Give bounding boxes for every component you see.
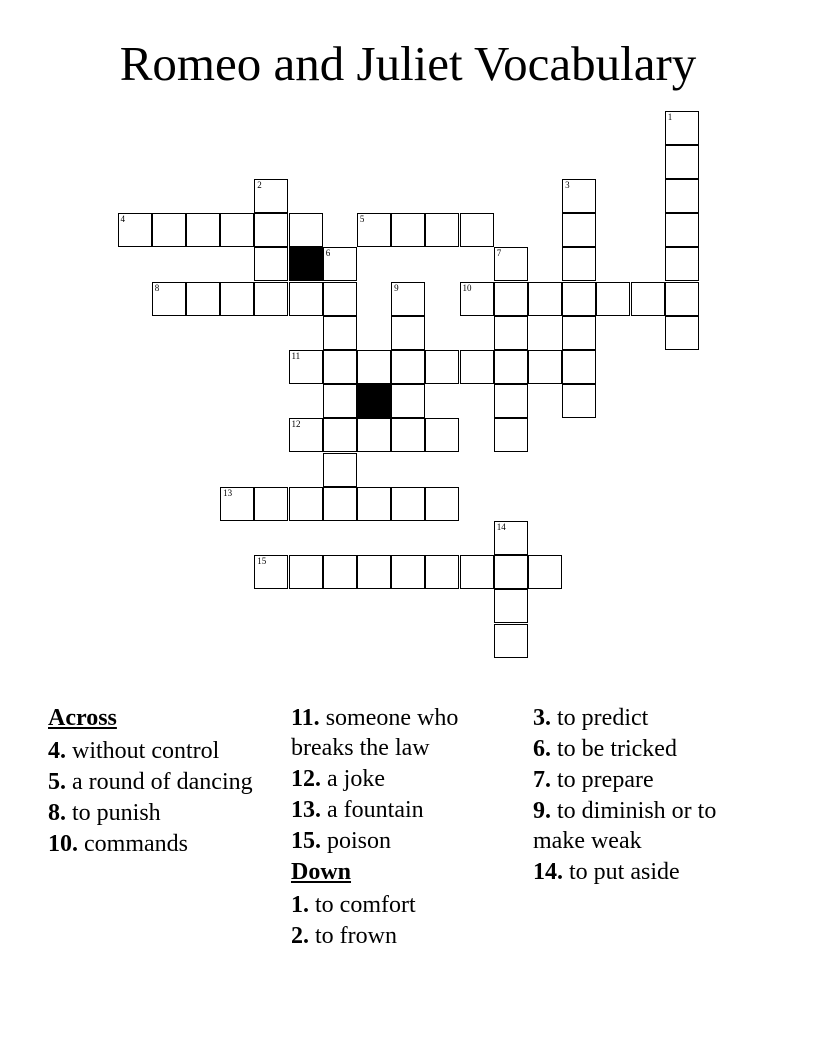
clue-item-number: 1. — [291, 892, 309, 918]
clue-item-number: 2. — [291, 923, 309, 949]
grid-cell[interactable] — [391, 350, 425, 384]
grid-cell[interactable] — [494, 555, 528, 589]
grid-cell[interactable] — [357, 213, 391, 247]
down-heading: Down — [291, 859, 352, 885]
grid-cell[interactable] — [323, 316, 357, 350]
clue-item-number: 15. — [291, 828, 321, 854]
clue-item-number: 11. — [291, 705, 320, 731]
grid-cell[interactable] — [289, 350, 323, 384]
grid-cell[interactable] — [357, 555, 391, 589]
grid-cell[interactable] — [425, 350, 459, 384]
clue-number: 14 — [496, 521, 506, 532]
grid-cell[interactable] — [220, 487, 254, 521]
grid-cell[interactable] — [494, 384, 528, 418]
grid-cell[interactable] — [665, 179, 699, 213]
grid-cell[interactable] — [289, 213, 323, 247]
clue-item-text: to comfort — [309, 892, 416, 918]
clue-number: 11 — [291, 350, 301, 361]
clue-item-number: 7. — [533, 767, 551, 793]
grid-cell[interactable] — [494, 418, 528, 452]
grid-cell[interactable] — [323, 282, 357, 316]
grid-cell[interactable] — [323, 487, 357, 521]
clue-item-number: 13. — [291, 797, 321, 823]
clue-item-number: 10. — [48, 831, 78, 857]
grid-cell[interactable] — [289, 555, 323, 589]
grid-cell[interactable] — [665, 145, 699, 179]
clue-number: 2 — [257, 179, 262, 190]
clue-item-text: a fountain — [321, 797, 424, 823]
grid-cell[interactable] — [562, 213, 596, 247]
grid-cell[interactable] — [494, 282, 528, 316]
clue-item — [291, 795, 506, 825]
grid-cell[interactable] — [391, 316, 425, 350]
grid-cell[interactable] — [254, 555, 288, 589]
black-square — [289, 247, 323, 281]
grid-cell[interactable] — [254, 247, 288, 281]
grid-cell[interactable] — [357, 350, 391, 384]
grid-cell[interactable] — [391, 418, 425, 452]
clue-number: 5 — [359, 214, 365, 225]
grid-cell[interactable] — [118, 213, 152, 247]
clue-number: 12 — [291, 419, 301, 430]
grid-cell[interactable] — [494, 316, 528, 350]
clue-item — [291, 703, 506, 763]
clue-item-number: 5. — [48, 769, 66, 795]
grid-cell[interactable] — [665, 247, 699, 281]
clue-item — [291, 826, 506, 856]
clue-item-number: 8. — [48, 800, 66, 826]
clue-item — [533, 734, 748, 764]
grid-cell[interactable] — [323, 247, 357, 281]
grid-cell[interactable] — [494, 350, 528, 384]
grid-cell[interactable] — [254, 282, 288, 316]
clue-item-text: to frown — [309, 923, 397, 949]
grid-cell[interactable] — [665, 213, 699, 247]
grid-cell[interactable] — [425, 213, 459, 247]
grid-cell[interactable] — [323, 555, 357, 589]
grid-cell[interactable] — [323, 350, 357, 384]
grid-cell[interactable] — [665, 316, 699, 350]
clue-item — [533, 796, 748, 856]
clue-number: 13 — [223, 487, 233, 498]
grid-cell[interactable] — [254, 179, 288, 213]
clue-item — [291, 764, 506, 794]
grid-cell[interactable] — [562, 179, 596, 213]
clue-item — [291, 921, 506, 951]
across-heading: Across — [48, 705, 117, 731]
clue-item-number: 12. — [291, 766, 321, 792]
clue-item-text: to be tricked — [551, 736, 677, 762]
grid-cell[interactable] — [562, 282, 596, 316]
clue-item — [533, 765, 748, 795]
grid-cell[interactable] — [220, 282, 254, 316]
grid-cell[interactable] — [528, 555, 562, 589]
clue-item-text: a joke — [321, 766, 385, 792]
grid-cell[interactable] — [562, 350, 596, 384]
grid-cell[interactable] — [323, 453, 357, 487]
clue-item-text: to predict — [551, 705, 649, 731]
grid-cell[interactable] — [391, 487, 425, 521]
grid-cell[interactable] — [289, 418, 323, 452]
grid-cell[interactable] — [562, 384, 596, 418]
grid-cell[interactable] — [494, 589, 528, 623]
clue-column-3 — [533, 703, 748, 888]
grid-cell[interactable] — [289, 282, 323, 316]
clue-number: 8 — [154, 282, 160, 293]
clue-item — [48, 829, 253, 859]
grid-cell[interactable] — [391, 384, 425, 418]
page-title: Romeo and Juliet Vocabulary — [119, 36, 697, 91]
clue-number: 15 — [257, 556, 267, 567]
grid-cell[interactable] — [391, 213, 425, 247]
clue-number: 6 — [325, 248, 331, 259]
grid-cell[interactable] — [631, 282, 665, 316]
grid-cell[interactable] — [391, 282, 425, 316]
clue-item-text: without control — [66, 738, 220, 764]
grid-cell[interactable] — [562, 247, 596, 281]
grid-cell[interactable] — [665, 282, 699, 316]
clue-item-number: 3. — [533, 705, 551, 731]
grid-cell[interactable] — [391, 555, 425, 589]
black-square — [357, 384, 391, 418]
grid-cell[interactable] — [220, 213, 254, 247]
grid-cell[interactable] — [152, 213, 186, 247]
grid-cell[interactable] — [357, 487, 391, 521]
grid-cell[interactable] — [562, 316, 596, 350]
grid-cell[interactable] — [528, 282, 562, 316]
grid-cell[interactable] — [460, 213, 494, 247]
clue-item — [533, 703, 748, 733]
grid-cell[interactable] — [460, 350, 494, 384]
clue-item-text: to punish — [66, 800, 161, 826]
grid-cell[interactable] — [494, 247, 528, 281]
grid-cell[interactable] — [254, 487, 288, 521]
clue-number: 1 — [667, 111, 673, 122]
grid-cell[interactable] — [323, 384, 357, 418]
grid-cell[interactable] — [425, 418, 459, 452]
grid-cell[interactable] — [152, 282, 186, 316]
grid-cell[interactable] — [323, 418, 357, 452]
grid-cell[interactable] — [494, 624, 528, 658]
grid-cell[interactable] — [460, 282, 494, 316]
clue-column-2 — [291, 703, 506, 952]
clue-item-text: to prepare — [551, 767, 654, 793]
clue-item-text: poison — [321, 828, 392, 854]
grid-cell[interactable] — [425, 487, 459, 521]
grid-cell[interactable] — [494, 521, 528, 555]
clue-item-text: to put aside — [563, 859, 680, 885]
grid-cell[interactable] — [528, 350, 562, 384]
clue-item-text: to diminish or to make weak — [533, 798, 717, 854]
clue-number: 7 — [496, 248, 502, 259]
clue-item-text: a round of dancing — [66, 769, 253, 795]
grid-cell[interactable] — [665, 111, 699, 145]
clue-item — [533, 857, 748, 887]
clue-number: 4 — [120, 214, 125, 225]
clue-item — [48, 798, 253, 828]
clue-item-text: commands — [78, 831, 188, 857]
clue-column-1 — [48, 703, 253, 860]
grid-cell[interactable] — [460, 555, 494, 589]
clue-item-number: 9. — [533, 798, 551, 824]
grid-cell[interactable] — [186, 213, 220, 247]
clue-item — [291, 890, 506, 920]
grid-cell[interactable] — [357, 418, 391, 452]
grid-cell[interactable] — [425, 555, 459, 589]
clue-item-number: 4. — [48, 738, 66, 764]
clue-item-number: 6. — [533, 736, 551, 762]
clue-item — [48, 767, 253, 797]
grid-cell[interactable] — [596, 282, 630, 316]
grid-cell[interactable] — [254, 213, 288, 247]
clue-number: 9 — [394, 282, 399, 293]
clue-item-number: 14. — [533, 859, 563, 885]
clue-item — [48, 736, 253, 766]
clue-item-text: someone who breaks the law — [291, 705, 459, 761]
grid-cell[interactable] — [186, 282, 220, 316]
clue-number: 3 — [565, 179, 570, 190]
clue-number: 10 — [462, 282, 472, 293]
grid-cell[interactable] — [289, 487, 323, 521]
